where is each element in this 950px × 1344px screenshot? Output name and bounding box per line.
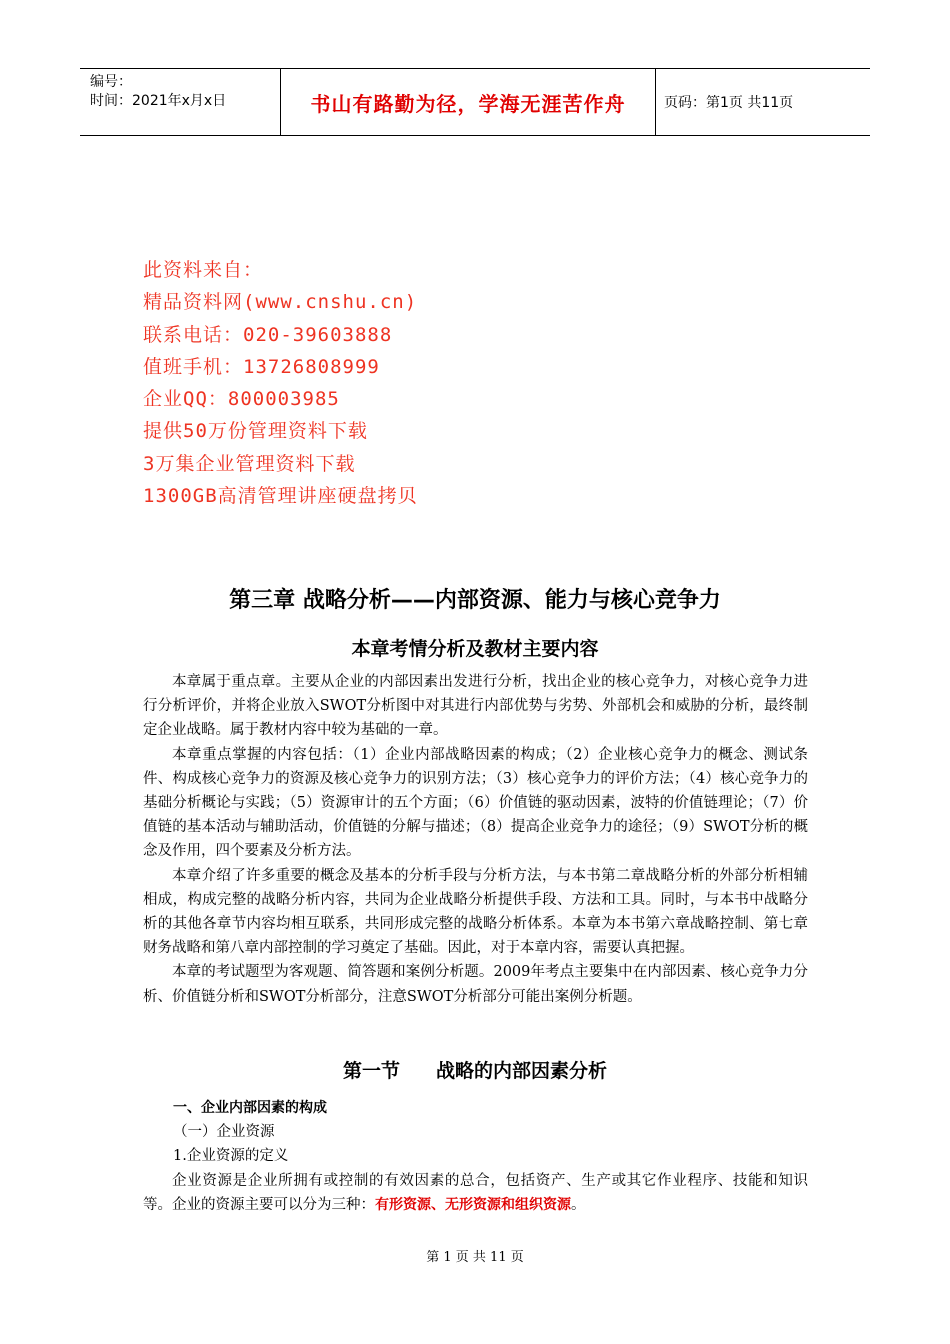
source-line: 企业QQ：800003985 [143, 388, 340, 411]
header-page-info: 页码：第1页 共11页 [664, 95, 794, 111]
heading-level-2: （一）企业资源 [173, 1124, 275, 1141]
intro-paragraph: 本章属于重点章。主要从企业的内部因素出发进行分析，找出企业的核心竞争力，对核心竞争力进行分析评价，并将企业放入SWOT分析图中对其进行内部优势与劣势、外部机会和威胁的分析，最终制定企业战略。属于教材内容中较为基础的一章。 [143, 674, 808, 739]
source-line: 联系电话：020-39603888 [143, 323, 393, 346]
header-meta [80, 69, 281, 135]
section-body [143, 1096, 808, 1217]
page-footer: 第 1 页 共 11 页 [426, 1250, 524, 1265]
intro-body [143, 670, 808, 1009]
intro-paragraph: 本章介绍了许多重要的概念及基本的分析手段与分析方法，与本书第二章战略分析的外部分析相辅相成，构成完整的战略分析内容，共同为企业战略分析提供手段、方法和工具。同时，与本书中战略分析的其他各章节内容均相互联系，共同形成完整的战略分析体系。本章为本书第六章战略控制、第七章财务战略和第八章内部控制的学习奠定了基础。因此，对于本章内容，需要认真把握。 [143, 867, 808, 957]
section-number: 第一节 [342, 1060, 400, 1082]
heading-level-3: 1.企业资源的定义 [173, 1148, 289, 1165]
source-line: 3万集企业管理资料下载 [143, 452, 356, 475]
source-line: 1300GB高清管理讲座硬盘拷贝 [143, 485, 418, 508]
page-header [80, 68, 870, 136]
intro-paragraph: 本章的考试题型为客观题、简答题和案例分析题。2009年考点主要集中在内部因素、核心竞争力分析、价值链分析和SWOT分析部分，注意SWOT分析部分可能出案例分析题。 [143, 964, 808, 1005]
source-line: 精品资料网(www.cnshu.cn) [143, 291, 418, 314]
source-info-block [143, 254, 418, 512]
section-title [0, 1056, 950, 1083]
intro-paragraph: 本章重点掌握的内容包括：（1）企业内部战略因素的构成；（2）企业核心竞争力的概念、测试条件、构成核心竞争力的资源及核心竞争力的识别方法；（3）核心竞争力的评价方法；（4）核心竞争力的基础分析概论与实践；（5）资源审计的五个方面；（6）价值链的驱动因素，波特的价值链理论；（7）价值链的基本活动与辅助活动，价值链的分解与描述；（8）提高企业竞争力的途径；（9）SWOT分析的概念及作用，四个要素及分析方法。 [143, 746, 808, 860]
source-line: 提供50万份管理资料下载 [143, 420, 368, 443]
chapter-title: 第三章 战略分析——内部资源、能力与核心竞争力 [229, 588, 721, 613]
section-paragraph [143, 1169, 808, 1217]
paragraph-text: 企业资源是企业所拥有或控制的有效因素的总合，包括资产、生产或其它作业程序、技能和知识等。企业的资源主要可以分为三种： [143, 1172, 808, 1213]
heading-level-1: 一、企业内部因素的构成 [173, 1100, 327, 1116]
header-motto: 书山有路勤为径，学海无涯苦作舟 [281, 69, 656, 135]
chapter-subtitle: 本章考情分析及教材主要内容 [351, 638, 599, 660]
source-line: 值班手机：13726808999 [143, 355, 380, 378]
highlighted-text: 有形资源、无形资源和组织资源 [375, 1196, 571, 1213]
section-name: 战略的内部因素分析 [436, 1060, 608, 1082]
document-time: 时间：2021年x月x日 [90, 93, 227, 109]
source-line: 此资料来自： [143, 259, 264, 281]
document-number: 编号： [90, 74, 132, 90]
paragraph-end: 。 [571, 1196, 586, 1213]
